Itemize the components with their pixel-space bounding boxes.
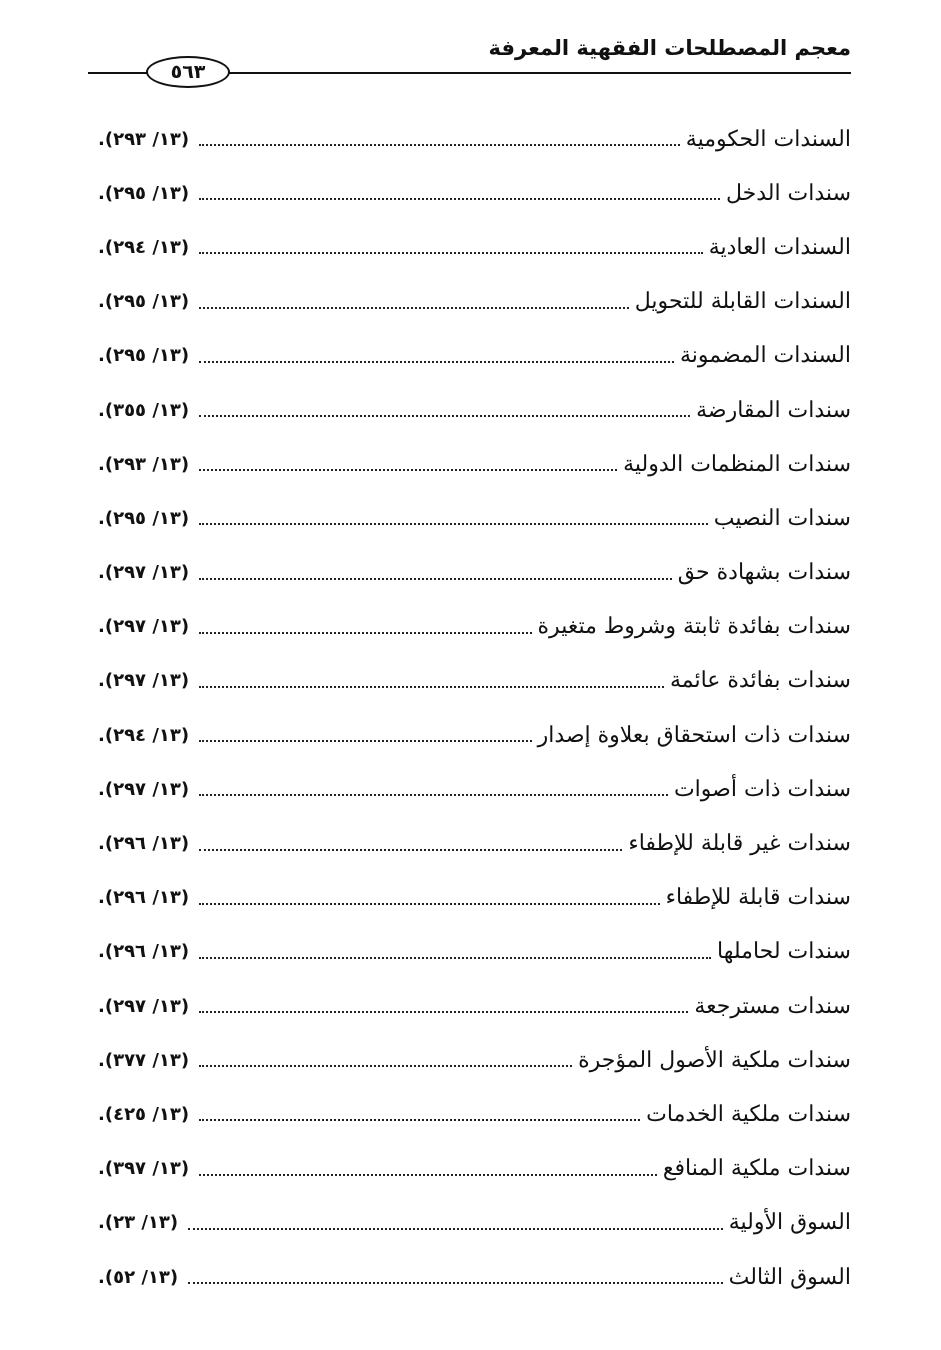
entry-reference: (١٣/ ٢٩٥). xyxy=(98,182,190,204)
dot-leader xyxy=(199,578,672,580)
dot-leader xyxy=(199,794,668,796)
entry-reference: (١٣/ ٢٩٥). xyxy=(98,345,190,367)
index-entry xyxy=(98,925,851,979)
dot-leader xyxy=(188,1228,723,1230)
index-entry xyxy=(98,329,851,383)
entry-reference: (١٣/ ٢٩٧). xyxy=(98,778,190,800)
page-header xyxy=(88,30,851,90)
index-entry xyxy=(98,383,851,437)
entry-reference: (١٣/ ٢٩٧). xyxy=(98,670,190,692)
index-entry xyxy=(98,275,851,329)
entry-term: سندات غير قابلة للإطفاء xyxy=(628,831,851,857)
running-title: معجم المصطلحات الفقهية المعرفة xyxy=(488,36,851,60)
index-entry xyxy=(98,871,851,925)
entry-term: سندات ذات أصوات xyxy=(673,776,851,802)
entry-term: السندات القابلة للتحويل xyxy=(634,289,851,315)
entry-reference: (١٣/ ٢٩٧). xyxy=(98,616,190,638)
dot-leader xyxy=(199,144,680,146)
entry-reference: (١٣/ ٥٢). xyxy=(98,1266,179,1288)
index-entry xyxy=(98,654,851,708)
dot-leader xyxy=(199,957,711,959)
dot-leader xyxy=(199,849,622,851)
entry-reference: (١٣/ ٢٩٦). xyxy=(98,887,190,909)
dot-leader xyxy=(199,469,617,471)
index-entry xyxy=(98,1196,851,1250)
index-entry xyxy=(98,437,851,491)
index-entry xyxy=(98,491,851,545)
entry-term: سندات الدخل xyxy=(725,180,851,206)
index-entry xyxy=(98,166,851,220)
page-number-badge: ٥٦٣ xyxy=(146,56,230,88)
entry-term: سندات ملكية المنافع xyxy=(662,1156,851,1182)
entry-reference: (١٣/ ٣٩٧). xyxy=(98,1158,190,1180)
index-entry xyxy=(98,546,851,600)
entry-term: السوق الأولية xyxy=(728,1210,851,1236)
dot-leader xyxy=(188,1282,723,1284)
entry-reference: (١٣/ ٢٩٧). xyxy=(98,995,190,1017)
entry-term: سندات المقارضة xyxy=(696,397,851,423)
dot-leader xyxy=(199,415,690,417)
entry-term: السندات العادية xyxy=(708,234,851,260)
entry-reference: (١٣/ ٢٩٦). xyxy=(98,833,190,855)
entry-term: سندات لحاملها xyxy=(717,939,851,965)
index-entry xyxy=(98,708,851,762)
dot-leader xyxy=(199,198,720,200)
index-entry xyxy=(98,600,851,654)
entry-term: السندات الحكومية xyxy=(685,126,851,152)
dot-leader xyxy=(199,1119,640,1121)
entry-term: سندات المنظمات الدولية xyxy=(623,451,851,477)
index-entry xyxy=(98,1142,851,1196)
index-entry xyxy=(98,220,851,274)
index-entry xyxy=(98,1087,851,1141)
dot-leader xyxy=(199,1065,572,1067)
dot-leader xyxy=(199,740,531,742)
dot-leader xyxy=(199,632,531,634)
entry-reference: (١٣/ ٤٢٥). xyxy=(98,1103,190,1125)
entry-term: السندات المضمونة xyxy=(679,343,851,369)
entry-term: سندات مسترجعة xyxy=(694,993,851,1019)
entry-term: سندات ملكية الخدمات xyxy=(646,1101,851,1127)
entry-reference: (١٣/ ٢٩٧). xyxy=(98,562,190,584)
dot-leader xyxy=(199,307,629,309)
entry-term: سندات بفائدة ثابتة وشروط متغيرة xyxy=(537,614,851,640)
index-entry xyxy=(98,762,851,816)
entry-reference: (١٣/ ٢٩٥). xyxy=(98,291,190,313)
index-entry xyxy=(98,979,851,1033)
entry-reference: (١٣/ ٢٩٣). xyxy=(98,453,190,475)
dot-leader xyxy=(199,252,703,254)
entry-reference: (١٣/ ٢٩٣). xyxy=(98,128,190,150)
dot-leader xyxy=(199,523,708,525)
entry-term: سندات قابلة للإطفاء xyxy=(665,885,851,911)
index-entry-list xyxy=(98,112,851,1304)
dot-leader xyxy=(199,1011,688,1013)
dot-leader xyxy=(199,903,660,905)
index-entry xyxy=(98,816,851,870)
entry-reference: (١٣/ ٢٩٥). xyxy=(98,507,190,529)
dot-leader xyxy=(199,686,664,688)
entry-term: سندات بفائدة عائمة xyxy=(669,668,851,694)
entry-term: السوق الثالث xyxy=(728,1264,851,1290)
entry-reference: (١٣/ ٣٥٥). xyxy=(98,399,190,421)
dot-leader xyxy=(199,1174,657,1176)
dot-leader xyxy=(199,361,674,363)
index-entry xyxy=(98,1250,851,1304)
index-entry xyxy=(98,112,851,166)
entry-term: سندات بشهادة حق xyxy=(677,560,851,586)
index-entry xyxy=(98,1033,851,1087)
entry-reference: (١٣/ ٢٣). xyxy=(98,1212,179,1234)
entry-reference: (١٣/ ٢٩٤). xyxy=(98,236,190,258)
entry-term: سندات ملكية الأصول المؤجرة xyxy=(578,1047,851,1073)
entry-reference: (١٣/ ٢٩٦). xyxy=(98,941,190,963)
entry-term: سندات النصيب xyxy=(713,505,851,531)
entry-reference: (١٣/ ٢٩٤). xyxy=(98,724,190,746)
entry-reference: (١٣/ ٣٧٧). xyxy=(98,1049,190,1071)
entry-term: سندات ذات استحقاق بعلاوة إصدار xyxy=(537,722,851,748)
